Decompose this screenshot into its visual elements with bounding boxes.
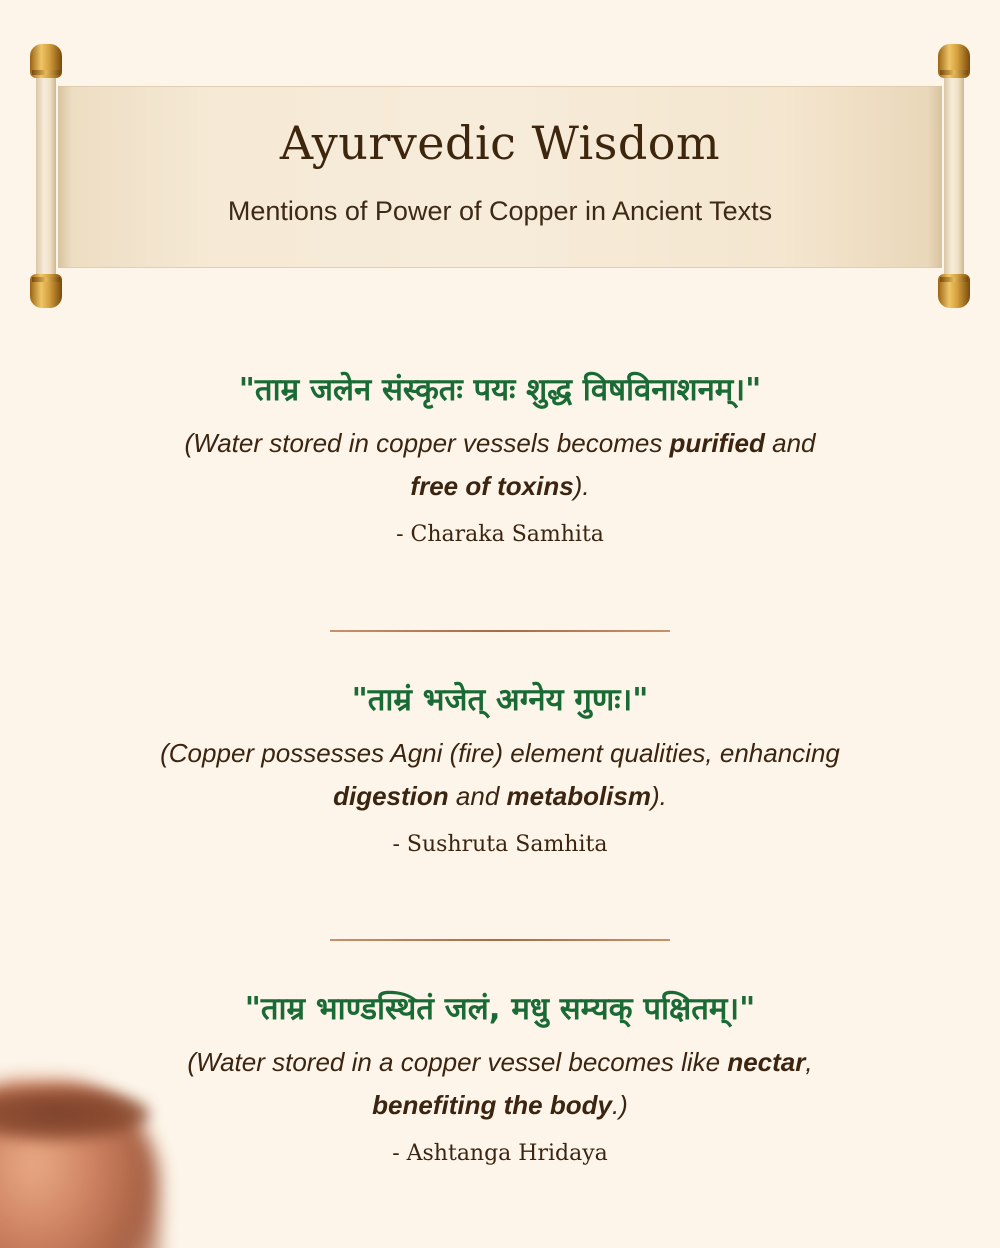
verse-translation: (Copper possesses Agni (fire) element qualities, enhancing digestion and metabolism).	[160, 738, 840, 811]
sanskrit-verse: "ताम्र भाण्डस्थितं जलं, मधु सम्यक् पक्षितम्।"	[244, 991, 756, 1027]
rod-cap-icon	[938, 274, 970, 308]
verse-translation: (Water stored in a copper vessel becomes like nectar, benefiting the body.)	[187, 1047, 813, 1120]
section-divider	[330, 630, 670, 632]
verse-source: - Sushruta Samhita	[392, 832, 608, 857]
rod-cap-icon	[30, 44, 62, 78]
page-subtitle: Mentions of Power of Copper in Ancient Texts	[227, 196, 773, 226]
scroll-paper	[58, 86, 942, 268]
section-divider	[330, 939, 670, 941]
sanskrit-verse: "ताम्र जलेन संस्कृतः पयः शुद्ध विषविनाशनम्।"	[238, 372, 762, 408]
rod-cap-icon	[938, 44, 970, 78]
verse-translation: (Water stored in copper vessels becomes purified and free of toxins).	[184, 428, 816, 501]
quote-card	[60, 678, 940, 857]
verse-source: - Charaka Samhita	[396, 522, 604, 547]
quote-card	[60, 368, 940, 547]
scroll-banner	[28, 44, 972, 308]
verse-source: - Ashtanga Hridaya	[392, 1141, 608, 1166]
page-title: Ayurvedic Wisdom	[279, 116, 721, 170]
scroll-rod-right	[938, 44, 970, 308]
scroll-rod-left	[30, 44, 62, 308]
sanskrit-verse: "ताम्रं भजेत् अग्नेय गुणः।"	[351, 682, 649, 718]
quote-card	[60, 987, 940, 1166]
rod-cap-icon	[30, 274, 62, 308]
